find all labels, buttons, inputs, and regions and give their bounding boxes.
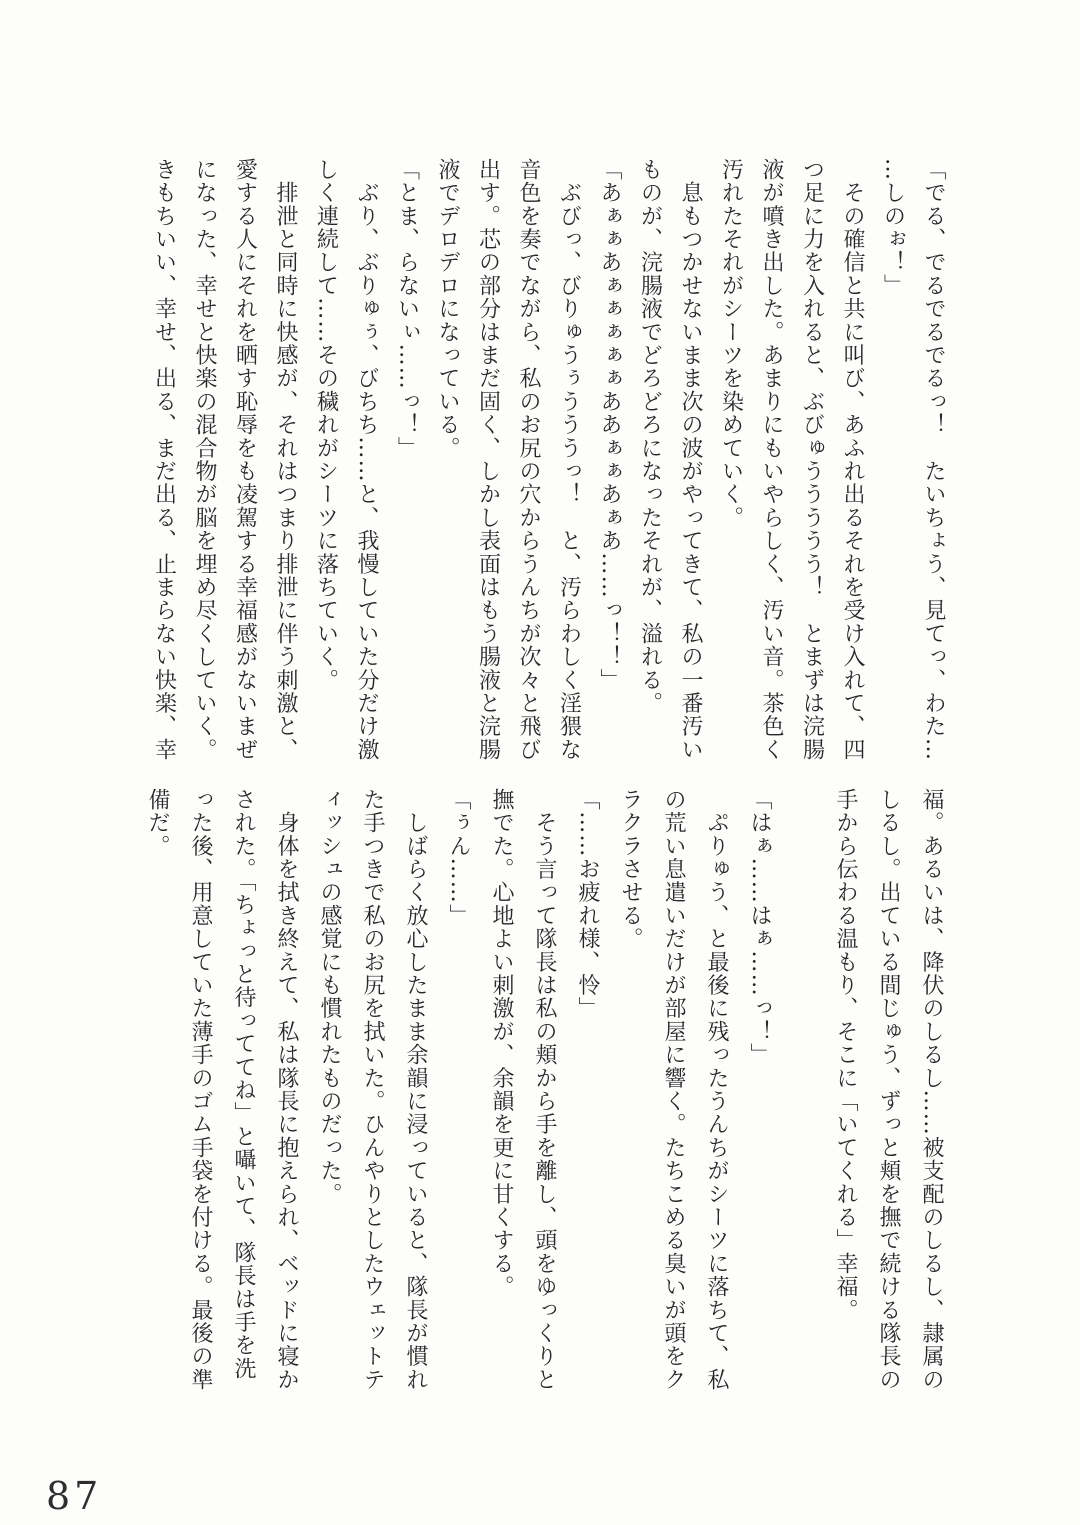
text-column: しるし。出ている間じゅう、ずっと頬を撫で続ける隊長の — [876, 788, 901, 1392]
text-column: 「ぅん……」 — [446, 788, 471, 928]
text-column: ぶびっ、びりゅうぅうううっ！ と、汚らわしく淫猥な — [556, 158, 582, 762]
text-column: 手から伝わる温もり、そこに「いてくれる」幸福。 — [833, 788, 858, 1322]
text-column: 出す。芯の部分はまだ固く、しかし表面はもう腸液と浣腸 — [475, 158, 501, 762]
text-column: …しのぉ！」 — [880, 158, 906, 298]
text-column: ィッシュの感覚にも慣れたものだった。 — [317, 788, 342, 1206]
text-column: しばらく放心したまま余韻に浸っていると、隊長が慣れ — [403, 788, 428, 1392]
text-column: きもちいい、幸せ、出る、まだ出る、止まらない快楽、幸 — [151, 158, 177, 762]
blank-column — [781, 788, 824, 1392]
text-column: 「……お疲れ様、怜」 — [575, 788, 600, 1020]
text-column: ぶり、ぶりゅぅ、びちち……と、我慢していた分だけ激 — [354, 158, 379, 762]
text-column: 愛する人にそれを晒す恥辱をも凌駕する幸福感がないまぜ — [232, 158, 258, 762]
text-column: 「でる、でるでるでるっ！ たいちょう、見てっ、わた… — [921, 158, 946, 762]
text-column: 福。あるいは、降伏のしるし……被支配のしるし、隷属の — [919, 788, 944, 1392]
text-column: 「あぁぁあぁぁぁぁぁああぁぁあぁあ……っ！！」 — [597, 158, 622, 692]
text-column: 液が噴き出した。あまりにもいやらしく、汚い音。茶色く — [759, 158, 784, 762]
text-column: ぷりゅう、と最後に残ったうんちがシーツに落ちて、私 — [704, 788, 729, 1392]
text-column: ものが、浣腸液でどろどろになったそれが、溢れる。 — [637, 158, 663, 715]
text-column: された。「ちょっと待っててね」と囁いて、隊長は手を洗 — [231, 788, 256, 1381]
text-column: ラクラさせる。 — [618, 788, 643, 951]
text-column: 「とま、らないぃ……っ！」 — [394, 158, 420, 460]
text-column: 音色を奏でながら、私のお尻の穴からうんちが次々と飛び — [516, 158, 541, 762]
text-column: 排泄と同時に快感が、それはつまり排泄に伴う刺激と、 — [273, 158, 298, 762]
text-column: しく連続して……その穢れがシーツに落ちていく。 — [313, 158, 339, 692]
text-column: の荒い息遣いだけが部屋に響く。たちこめる臭いが頭をク — [661, 788, 686, 1392]
text-column: になった、幸せと快楽の混合物が脳を埋め尽くしていく。 — [192, 158, 217, 762]
text-column: 息もつかせないまま次の波がやってきて、私の一番汚い — [678, 158, 703, 762]
text-column: った後、用意していた薄手のゴム手袋を付ける。最後の準 — [188, 788, 213, 1392]
text-column: 備だ。 — [145, 788, 170, 858]
text-column: つ足に力を入れると、ぶびゅううううう！ とまずは浣腸 — [799, 158, 825, 762]
text-column: そう言って隊長は私の頬から手を離し、頭をゆっくりと — [532, 788, 557, 1392]
page-number: 87 — [46, 1474, 103, 1518]
text-column: た手つきで私のお尻を拭いた。ひんやりとしたウェットテ — [360, 788, 385, 1392]
text-column: 汚れたそれがシーツを染めていく。 — [718, 158, 744, 530]
text-column: 液でデロデロになっている。 — [435, 158, 460, 460]
text-column: 撫でた。心地よい刺激が、余韻を更に甘くする。 — [489, 788, 514, 1299]
text-column: 「はぁ……はぁ……っ！」 — [747, 788, 772, 1067]
text-column: 身体を拭き終えて、私は隊長に抱えられ、ベッドに寝か — [274, 788, 299, 1392]
top-text-block — [143, 158, 953, 762]
text-column: その確信と共に叫び、あふれ出るそれを受け入れて、四 — [840, 158, 865, 762]
bottom-text-block — [136, 788, 953, 1392]
